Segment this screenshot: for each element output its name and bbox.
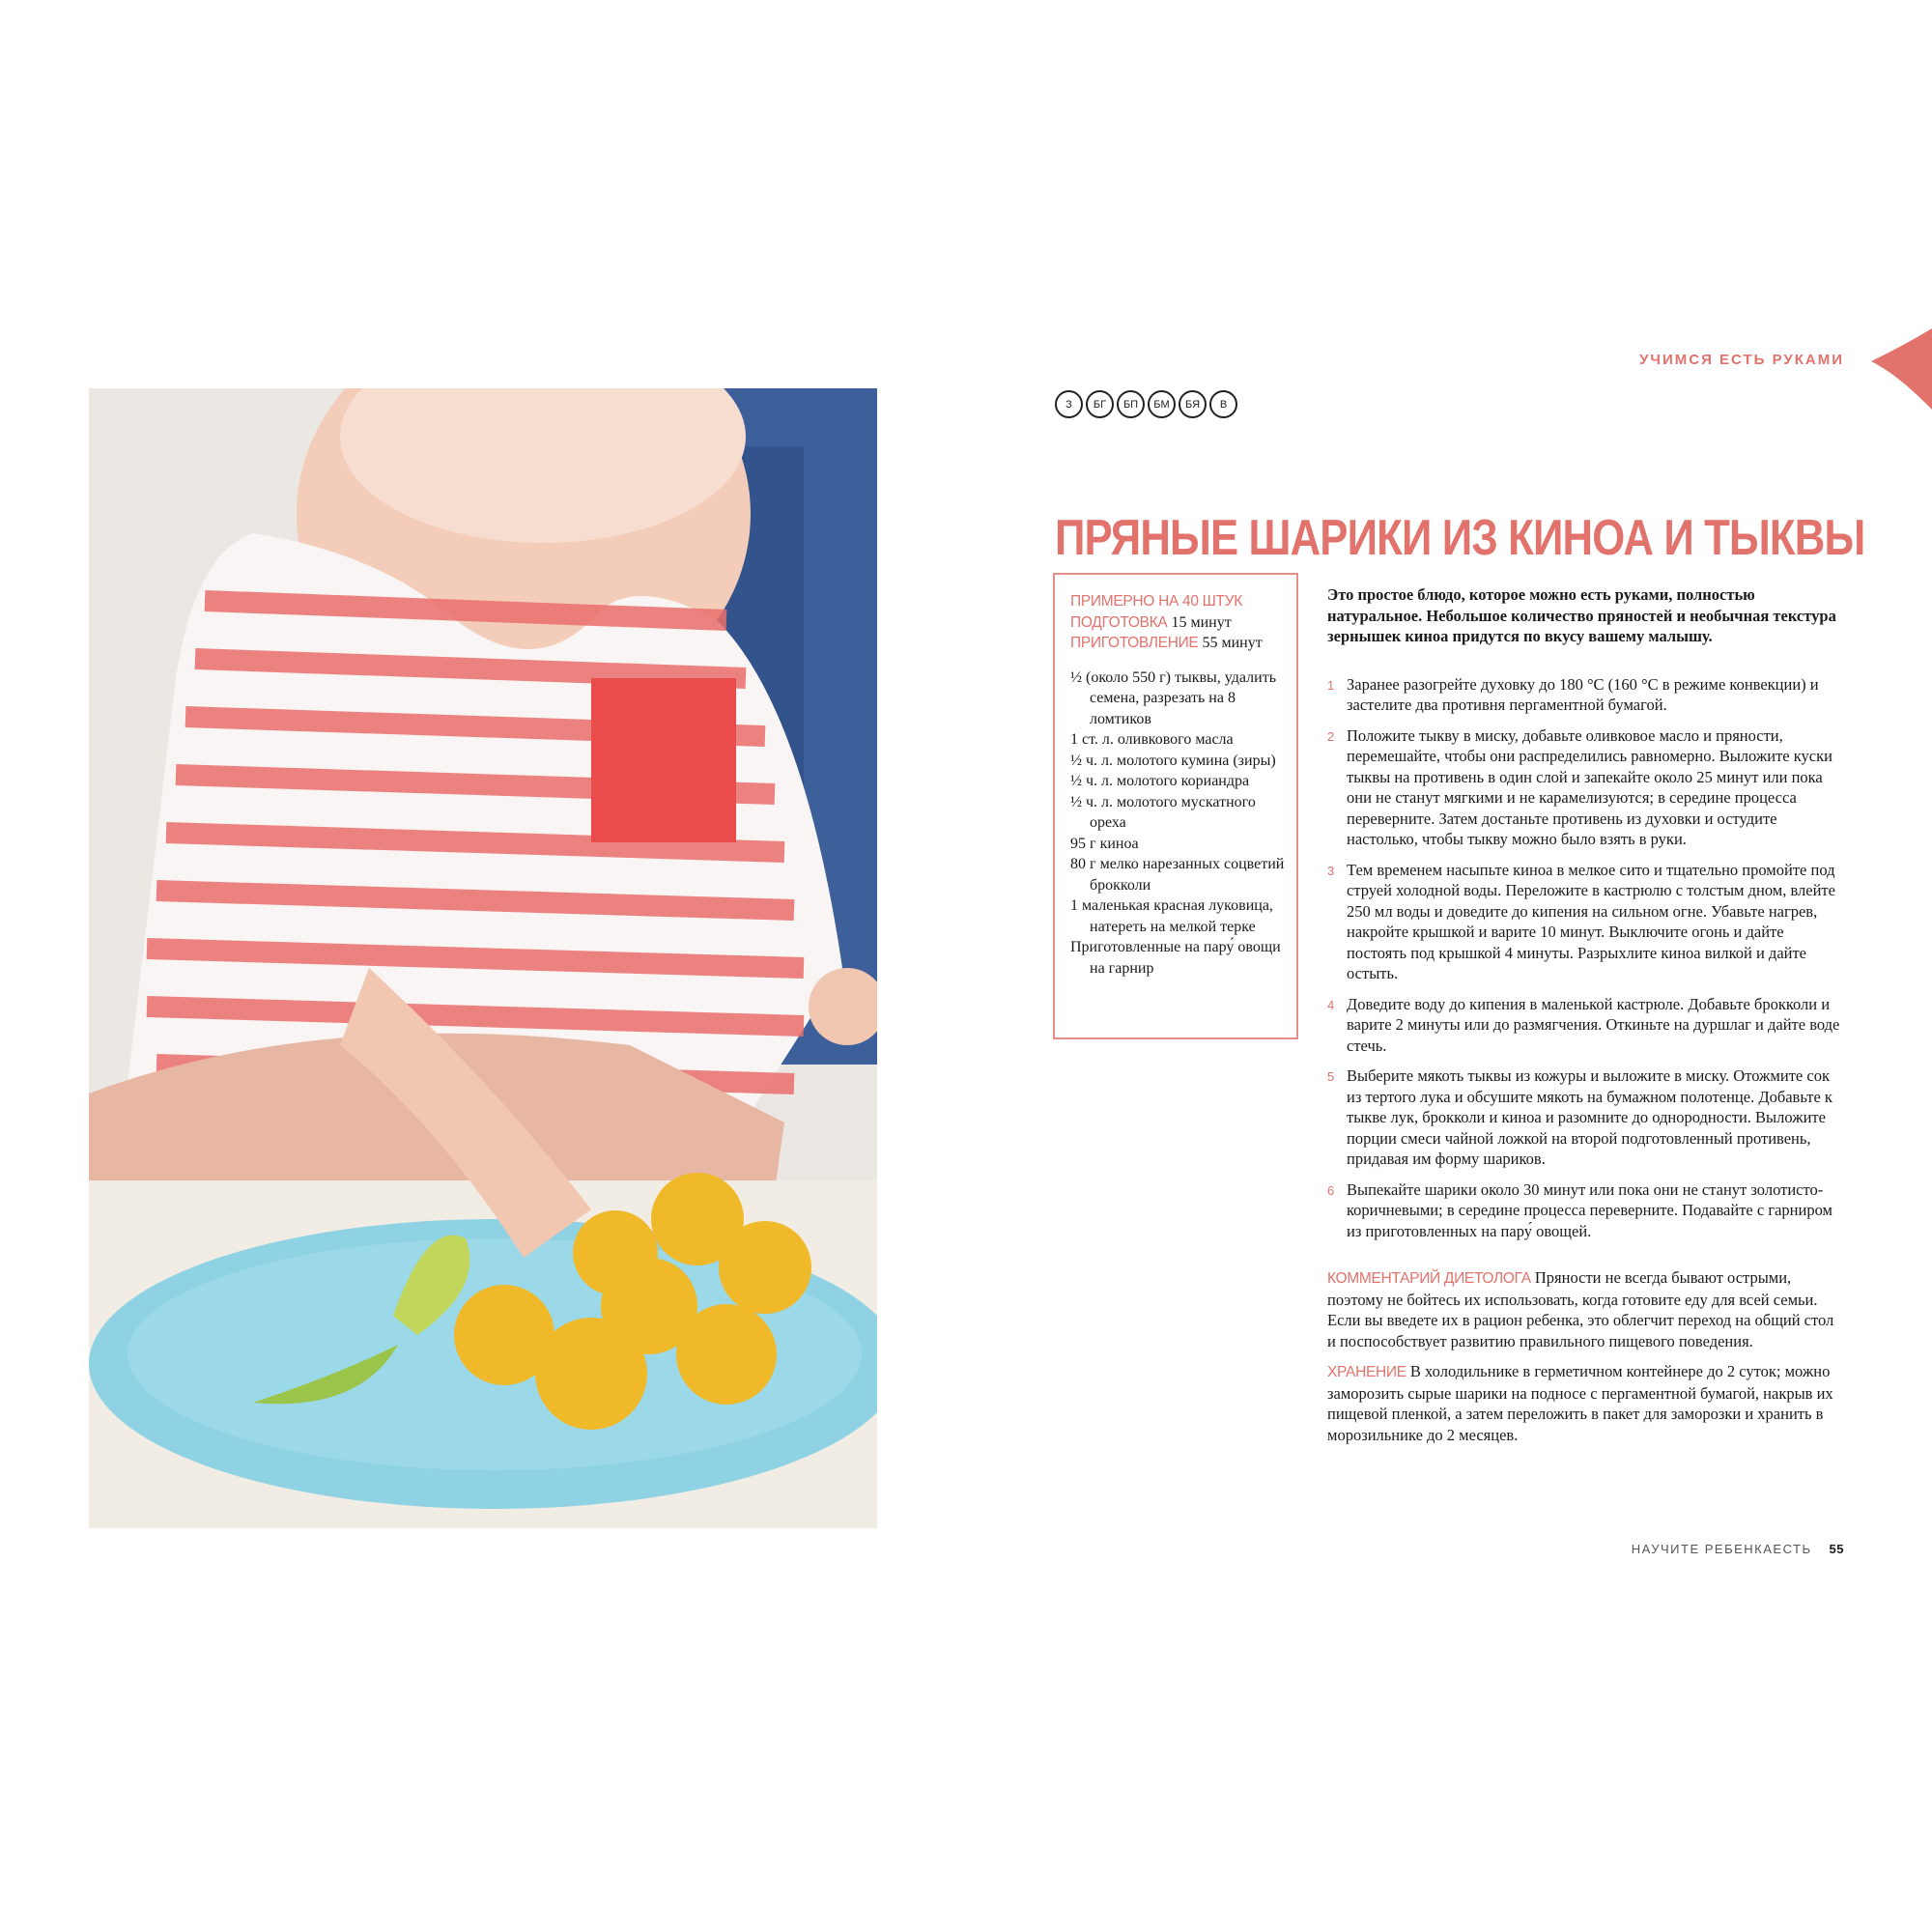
method-step bbox=[1327, 674, 1844, 716]
step-text: Тем временем насыпьте киноа в мелкое сито и тщательно промойте под струей холодной воды. Переложите в кастрюлю с толстым дном, влейте 250 мл воды и доведите до кипения на сильном огне. Убавьте нагрев, накройте крышкой и варите 10 минут. Выключите огонь и дайте постоять под крышкой 4 минуты. Разрыхлите киноа вилкой и дайте остыть. bbox=[1347, 860, 1835, 982]
cook-label: ПРИГОТОВЛЕНИЕ bbox=[1070, 635, 1199, 651]
dietitian-comment bbox=[1327, 1267, 1844, 1351]
method-step bbox=[1327, 1179, 1844, 1242]
step-number: 4 bbox=[1327, 997, 1335, 1012]
corner-brush-mark bbox=[1869, 327, 1932, 412]
dietitian-text: Пряности не всегда бывают острыми, поэтому не бойтесь их использовать, когда готовите еду для всей семьи. Если вы введете их в рацион ребенка, это облегчит переход на общий стол и поспособствует развитию правильного пищевого поведения. bbox=[1327, 1268, 1834, 1350]
step-text: Заранее разогрейте духовку до 180 °C (160 °C в режиме конвекции) и застелите два противня пергаментной бумагой. bbox=[1347, 674, 1819, 714]
step-text: Выпекайте шарики около 30 минут или пока они не станут золотисто-коричневыми; в середине процесса переверните. Подавайте с гарниром из приготовленных на пару́ овощей. bbox=[1347, 1179, 1833, 1240]
storage-note bbox=[1327, 1361, 1844, 1445]
step-text: Положите тыкву в миску, добавьте оливковое масло и пряности, перемешайте, чтобы они распределились равномерно. Выложите куски тыквы на противень в один слой и запекайте около 25 минут или пока они не станут мягкими и не карамелизуются; в середине процесса переверните. Затем достаньте противень из духовки и остудите настолько, чтобы тыкву можно было взять в руки. bbox=[1347, 725, 1833, 848]
diet-icon-bg: БГ bbox=[1086, 390, 1114, 418]
method-step bbox=[1327, 1065, 1844, 1170]
ingredient-item: ½ ч. л. молотого кориандра bbox=[1070, 773, 1250, 789]
prep-value: 15 минут bbox=[1171, 613, 1232, 631]
recipe-photo bbox=[89, 388, 877, 1528]
diet-icons bbox=[1055, 390, 1237, 418]
recipe-title: ПРЯНЫЕ ШАРИКИ ИЗ КИНОА И ТЫКВЫ bbox=[1055, 509, 1865, 566]
diet-icon-v: В bbox=[1209, 390, 1237, 418]
method-step bbox=[1327, 725, 1844, 850]
page-footer bbox=[1632, 1542, 1844, 1556]
diet-icon-bya: БЯ bbox=[1179, 390, 1207, 418]
ingredient-item: 1 маленькая красная луковица, натереть на мелкой терке bbox=[1070, 897, 1273, 935]
ingredients-box bbox=[1053, 573, 1298, 1039]
running-title: НАУЧИТЕ РЕБЕНКАЕСТЬ bbox=[1631, 1542, 1812, 1556]
ingredient-list bbox=[1070, 668, 1287, 980]
storage-label: ХРАНЕНИЕ bbox=[1327, 1364, 1406, 1380]
step-number: 5 bbox=[1327, 1069, 1335, 1084]
yield-label: ПРИМЕРНО НА 40 ШТУК bbox=[1070, 593, 1242, 610]
step-number: 3 bbox=[1327, 863, 1335, 878]
recipe-meta bbox=[1070, 591, 1287, 654]
method-steps bbox=[1327, 674, 1844, 1242]
diet-icon-bm: БМ bbox=[1148, 390, 1176, 418]
method-step bbox=[1327, 994, 1844, 1057]
method-column bbox=[1327, 584, 1844, 1455]
diet-icon-z: З bbox=[1055, 390, 1083, 418]
page-number: 55 bbox=[1829, 1542, 1844, 1556]
dietitian-label: КОММЕНТАРИЙ ДИЕТОЛОГА bbox=[1327, 1270, 1531, 1287]
storage-text: В холодильнике в герметичном контейнере до 2 суток; можно заморозить сырые шарики на подносе с пергаментной бумагой, накрыв их пищевой пленкой, а затем переложить в пакет для заморозки и хранить в морозильнике до 2 месяцев. bbox=[1327, 1362, 1833, 1444]
step-number: 6 bbox=[1327, 1182, 1335, 1198]
step-text: Выберите мякоть тыквы из кожуры и выложите в миску. Отожмите сок из тертого лука и обсушите мякоть на бумажном полотенце. Добавьте к тыкве лук, брокколи и киноа и разомните до однородности. Выложите порции смеси чайной ложкой на второй подготовленный противень, придавая им форму шариков. bbox=[1347, 1066, 1833, 1168]
baby-eating-photo bbox=[89, 388, 877, 1528]
prep-label: ПОДГОТОВКА bbox=[1070, 613, 1168, 631]
ingredient-item: 80 г мелко нарезанных соцветий брокколи bbox=[1070, 856, 1285, 894]
method-step bbox=[1327, 860, 1844, 984]
section-header: УЧИМСЯ ЕСТЬ РУКАМИ bbox=[1639, 352, 1844, 368]
ingredient-item: ½ ч. л. молотого мускатного ореха bbox=[1070, 793, 1256, 831]
step-number: 1 bbox=[1327, 677, 1335, 693]
step-number: 2 bbox=[1327, 728, 1335, 744]
ingredient-item: ½ (около 550 г) тыквы, удалить семена, разрезать на 8 ломтиков bbox=[1070, 668, 1276, 727]
recipe-intro: Это простое блюдо, которое можно есть руками, полностью натуральное. Небольшое количество пряностей и необычная текстура зернышек киноа придутся по вкусу вашему малышу. bbox=[1327, 585, 1836, 645]
step-text: Доведите воду до кипения в маленькой кастрюле. Добавьте брокколи и варите 2 минуты или до размягчения. Откиньте на дуршлаг и дайте воде стечь. bbox=[1347, 994, 1840, 1055]
diet-icon-bp: БП bbox=[1117, 390, 1145, 418]
ingredient-item: ½ ч. л. молотого кумина (зиры) bbox=[1070, 752, 1276, 769]
ingredient-item: 95 г киноа bbox=[1070, 835, 1139, 852]
ingredient-item: 1 ст. л. оливкового масла bbox=[1070, 731, 1234, 748]
cook-value: 55 минут bbox=[1202, 635, 1263, 651]
ingredient-item: Приготовленные на пару́ овощи на гарнир bbox=[1070, 939, 1281, 977]
